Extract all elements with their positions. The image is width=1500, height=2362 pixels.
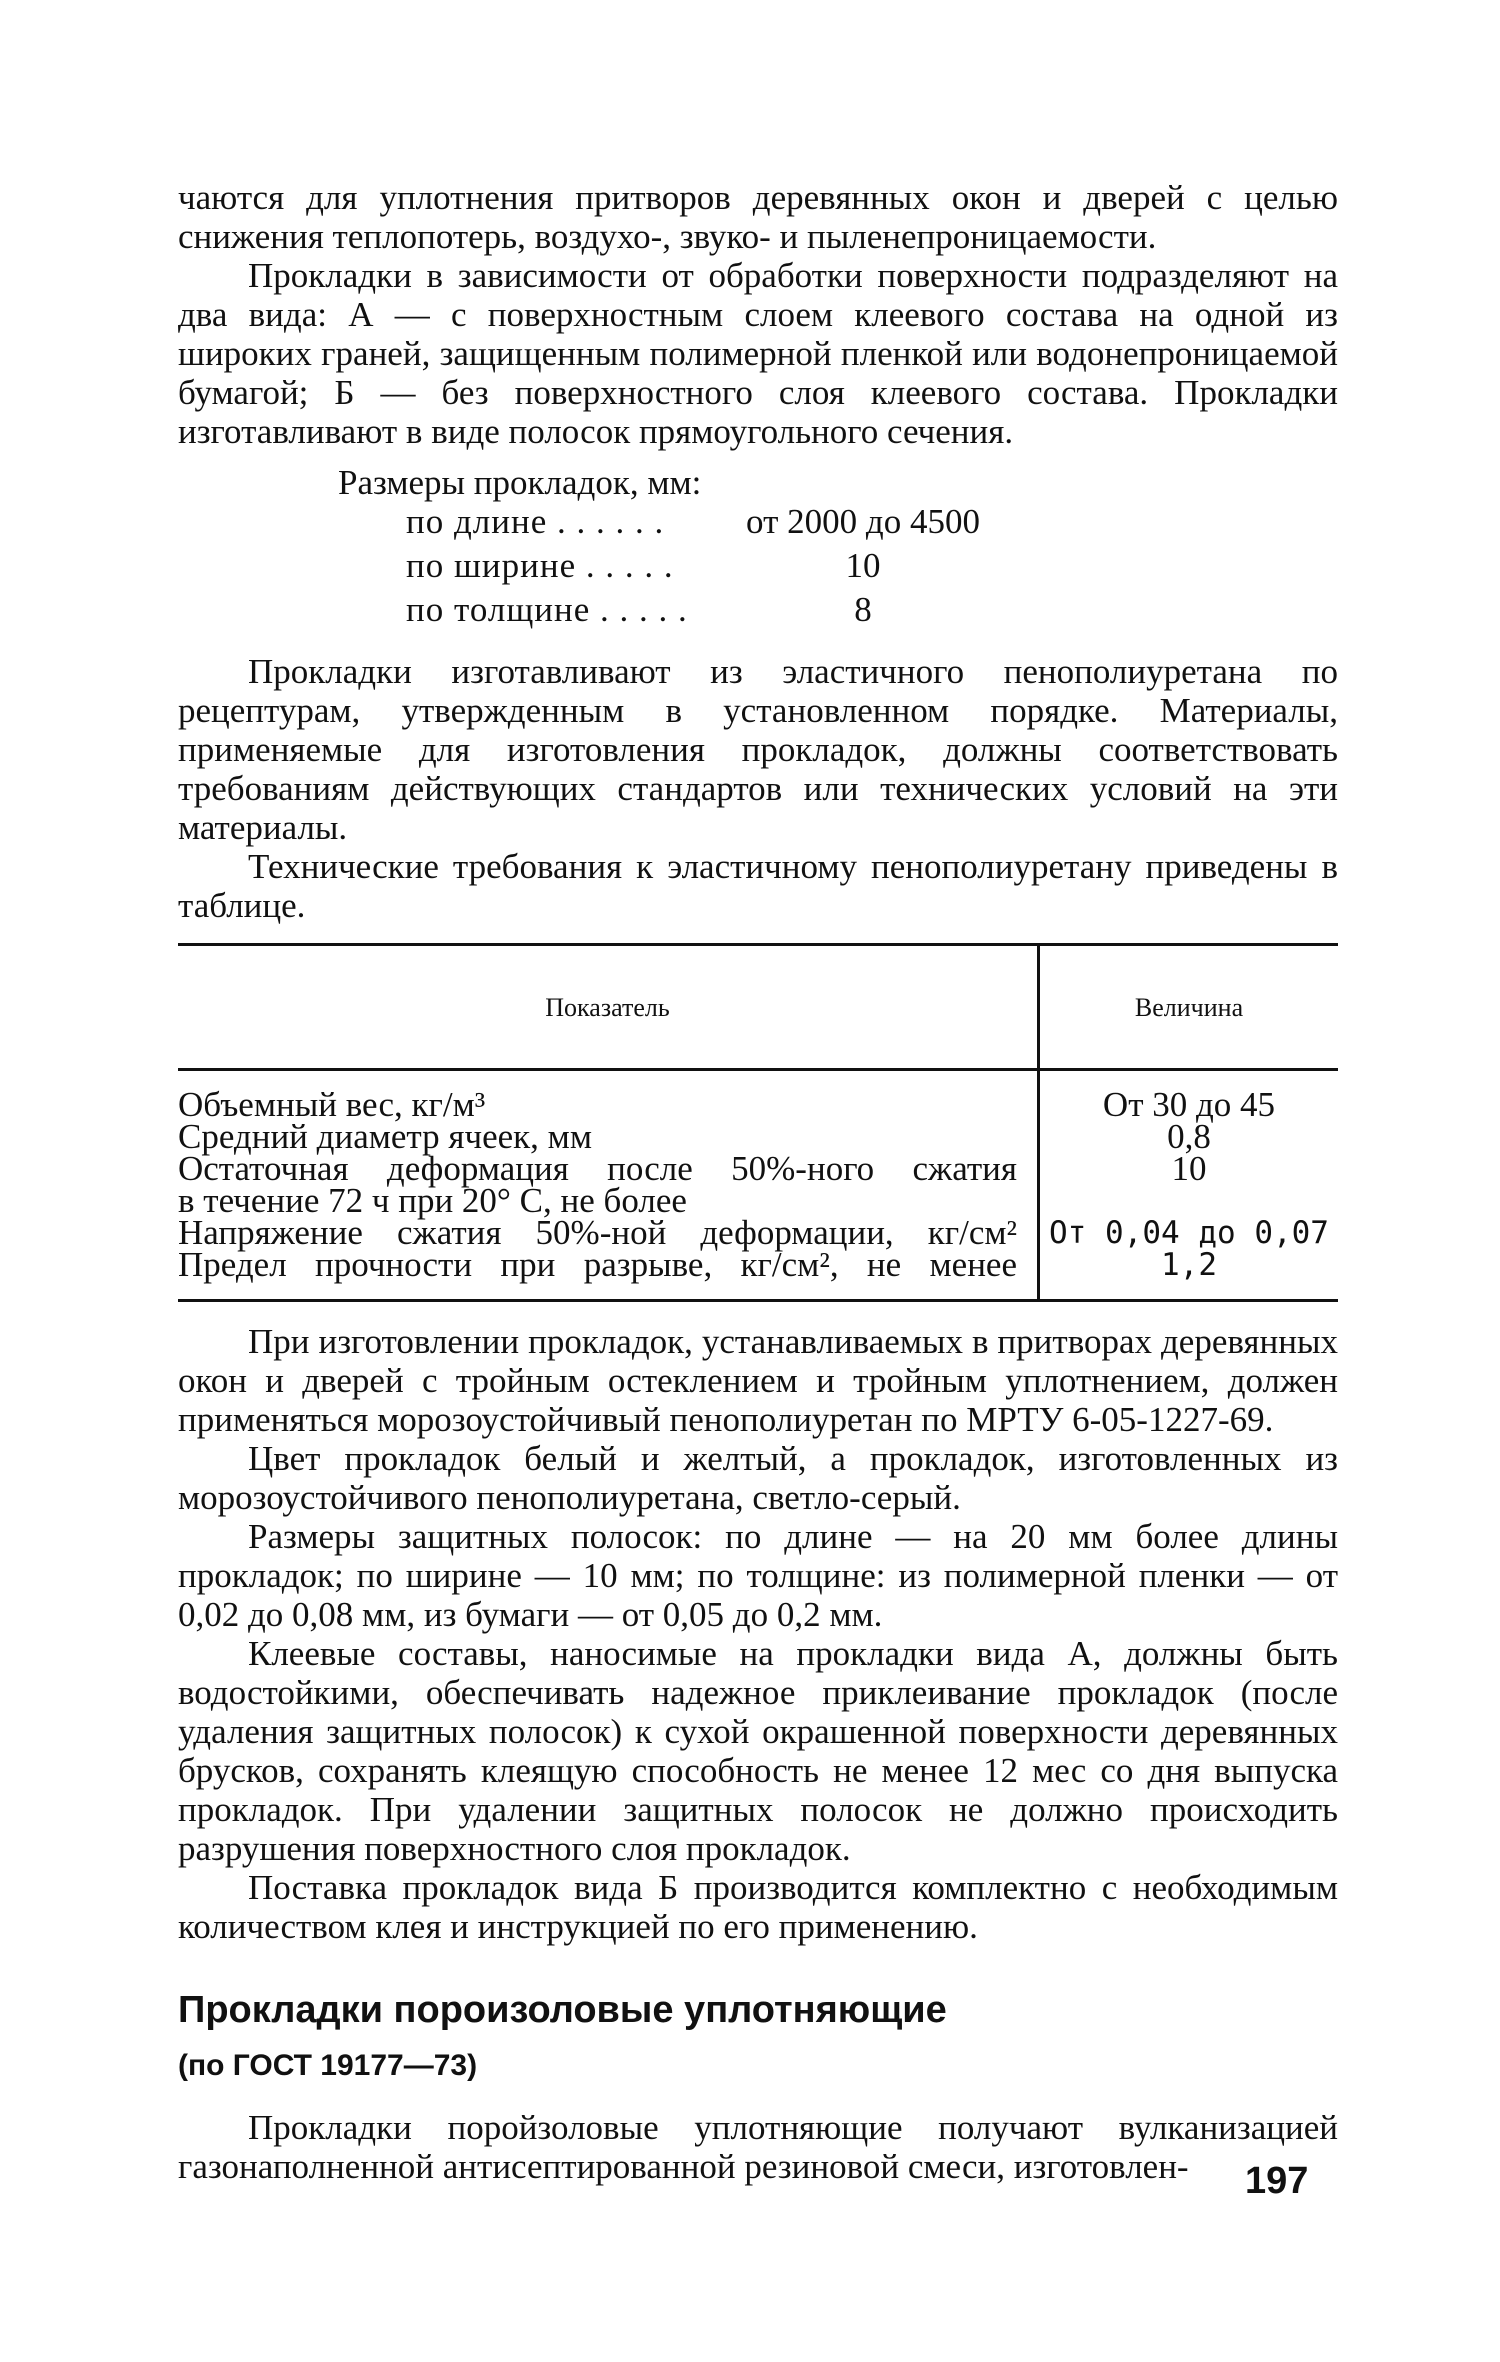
materials-paragraph-2: Технические требования к эластичному пенополиуретану приведены в таблице.: [178, 847, 1338, 925]
section-paragraph-1: Прокладки поройзоловые уплотняющие получают вулканизацией газонаполненной антисептированной резиновой смеси, изготовлен-: [178, 2108, 1338, 2186]
page-number: 197: [1245, 2160, 1309, 2202]
dimension-label: по длине . . . . . .: [406, 502, 665, 541]
intro-paragraph-1: чаются для уплотнения притворов деревянных окон и дверей с целью снижения теплопотерь, воздухо-, звуко- и пыленепроницаемости.: [178, 178, 1338, 256]
materials-paragraph-1: Прокладки изготавливают из эластичного пенополиуретана по рецептурам, утвержденным в установленном порядке. Материалы, применяемые для изготовления прокладок, должны соответствовать требованиям действующих стандартов или технических условий на эти материалы.: [178, 652, 1338, 847]
table-header-row: [178, 945, 1338, 1070]
indicator-line: Остаточная деформация после 50%-ного сжатия: [178, 1149, 1017, 1188]
dimension-value: от 2000 до 4500: [746, 502, 980, 541]
body-paragraph-3: Размеры защитных полосок: по длине — на 20 мм более длины прокладок; по ширине — 10 мм; по толщине: из полимерной пленки — от 0,02 до 0,08 мм, из бумаги — от 0,05 до 0,2 мм.: [178, 1517, 1338, 1634]
section-title: Прокладки пороизоловые уплотняющие: [178, 1989, 947, 2031]
dimension-label: по ширине . . . . .: [406, 546, 674, 585]
table-indicator-cell: [178, 1070, 1039, 1301]
table-header-indicator: Показатель: [178, 945, 1039, 1070]
table-row: [178, 1070, 1338, 1301]
indicator-line: Предел прочности при разрыве, кг/см², не менее: [178, 1245, 1017, 1284]
value-line-spacer: [1040, 1185, 1338, 1217]
dimension-value: 10: [845, 546, 881, 585]
body-paragraph-1: При изготовлении прокладок, устанавливаемых в притворах деревянных окон и дверей с тройным остеклением и тройным уплотнением, должен применяться морозоустойчивый пенополиуретан по МРТУ 6-05-1227-69.: [178, 1322, 1338, 1439]
dimension-row-width: [178, 546, 1338, 590]
indicator-line: в течение 72 ч при 20° С, не более: [178, 1181, 687, 1220]
indicator-line: Объемный вес, кг/м³: [178, 1085, 486, 1124]
spec-table: [178, 943, 1338, 1302]
intro-paragraph-2: Прокладки в зависимости от обработки поверхности подразделяют на два вида: А — с поверхностным слоем клеевого состава на одной из широких граней, защищенным полимерной пленкой или водонепроницаемой бумагой; Б — без поверхностного слоя клеевого состава. Прокладки изготавливают в виде полосок прямоугольного сечения.: [178, 256, 1338, 451]
value-line: От 30 до 45: [1102, 1085, 1276, 1124]
body-paragraph-2: Цвет прокладок белый и желтый, а прокладок, изготовленных из морозоустойчивого пенополиуретана, светло-серый.: [178, 1439, 1338, 1517]
dimensions-list: [178, 463, 1338, 634]
dimensions-title: Размеры прокладок, мм:: [338, 463, 702, 502]
dimension-value: 8: [854, 590, 872, 629]
document-page: [178, 178, 1338, 2186]
section-subtitle: (по ГОСТ 19177—73): [178, 2049, 478, 2082]
body-paragraph-5: Поставка прокладок вида Б производится комплектно с необходимым количеством клея и инструкцией по его применению.: [178, 1868, 1338, 1946]
value-line: От 0,04 до 0,07: [1049, 1215, 1329, 1251]
dimension-row-length: [178, 502, 1338, 546]
indicator-line: Средний диаметр ячеек, мм: [178, 1117, 592, 1156]
value-line: 0,8: [1167, 1117, 1211, 1156]
table-value-cell: [1039, 1070, 1339, 1301]
table-header-value: Величина: [1039, 945, 1339, 1070]
indicator-line: Напряжение сжатия 50%-ной деформации, кг/см²: [178, 1213, 1017, 1252]
dimension-label: по толщине . . . . .: [406, 590, 688, 629]
dimension-row-thickness: [178, 590, 1338, 634]
value-line: 1,2: [1161, 1247, 1217, 1283]
body-paragraph-4: Клеевые составы, наносимые на прокладки вида А, должны быть водостойкими, обеспечивать надежное приклеивание прокладок (после удаления защитных полосок) к сухой окрашенной поверхности деревянных брусков, сохранять клеящую способность не менее 12 мес со дня выпуска прокладок. При удалении защитных полосок не должно происходить разрушения поверхностного слоя прокладок.: [178, 1634, 1338, 1868]
value-line: 10: [1171, 1149, 1207, 1188]
